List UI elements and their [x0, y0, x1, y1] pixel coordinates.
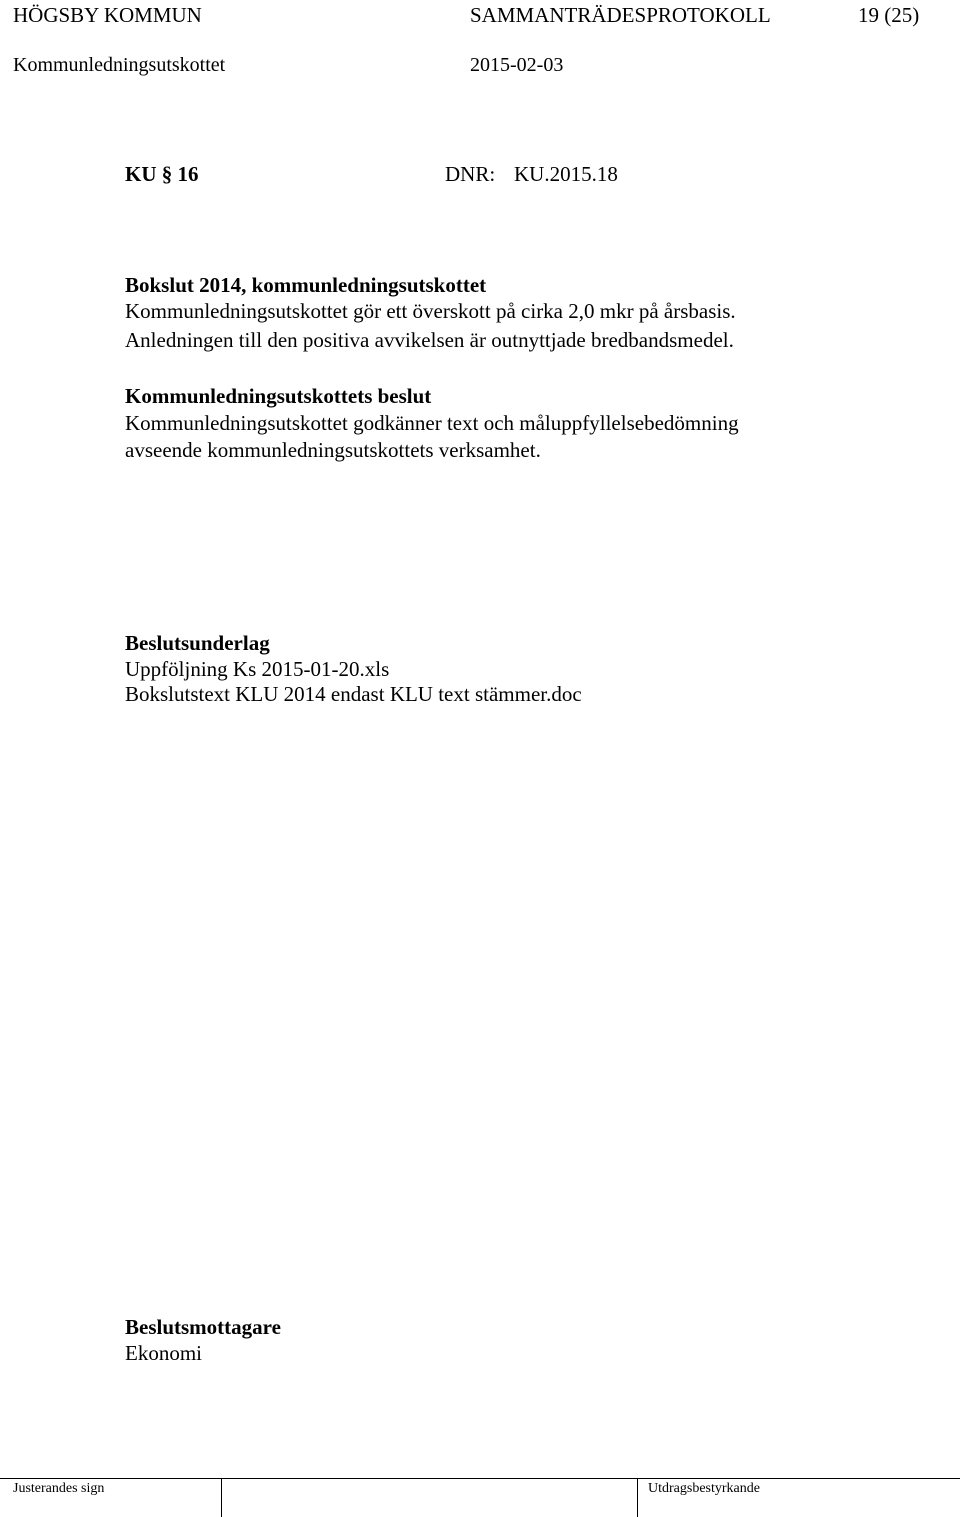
- document-type: SAMMANTRÄDESPROTOKOLL: [470, 3, 771, 27]
- basis-item: Bokslutstext KLU 2014 endast KLU text stämmer.doc: [125, 682, 582, 706]
- report-line: Anledningen till den positiva avvikelsen är outnyttjade bredbandsmedel.: [125, 328, 734, 352]
- sign-label: Justerandes sign: [13, 1481, 105, 1496]
- committee-name: Kommunledningsutskottet: [13, 54, 226, 76]
- decision-line: Kommunledningsutskottet godkänner text och måluppfyllelsebedömning: [125, 411, 739, 435]
- footer-rule: [0, 1478, 960, 1479]
- meeting-date: 2015-02-03: [470, 54, 564, 76]
- section-heading-decision: Kommunledningsutskottets beslut: [125, 384, 432, 408]
- footer-divider: [637, 1478, 638, 1517]
- section-heading-report: Bokslut 2014, kommunledningsutskottet: [125, 273, 487, 297]
- decision-line: avseende kommunledningsutskottets verksamhet.: [125, 438, 541, 462]
- page-number: 19 (25): [858, 3, 920, 27]
- paragraph-number: KU § 16: [125, 162, 199, 186]
- recipient-item: Ekonomi: [125, 1341, 202, 1365]
- section-heading-basis: Beslutsunderlag: [125, 631, 270, 655]
- municipality-name: HÖGSBY KOMMUN: [13, 3, 202, 27]
- dnr-value: KU.2015.18: [514, 162, 618, 186]
- basis-item: Uppföljning Ks 2015-01-20.xls: [125, 657, 390, 681]
- certify-label: Utdragsbestyrkande: [648, 1481, 760, 1496]
- dnr-label: DNR:: [445, 162, 496, 186]
- report-line: Kommunledningsutskottet gör ett överskott på cirka 2,0 mkr på årsbasis.: [125, 299, 736, 323]
- footer-divider: [221, 1478, 222, 1517]
- section-heading-recipients: Beslutsmottagare: [125, 1315, 281, 1339]
